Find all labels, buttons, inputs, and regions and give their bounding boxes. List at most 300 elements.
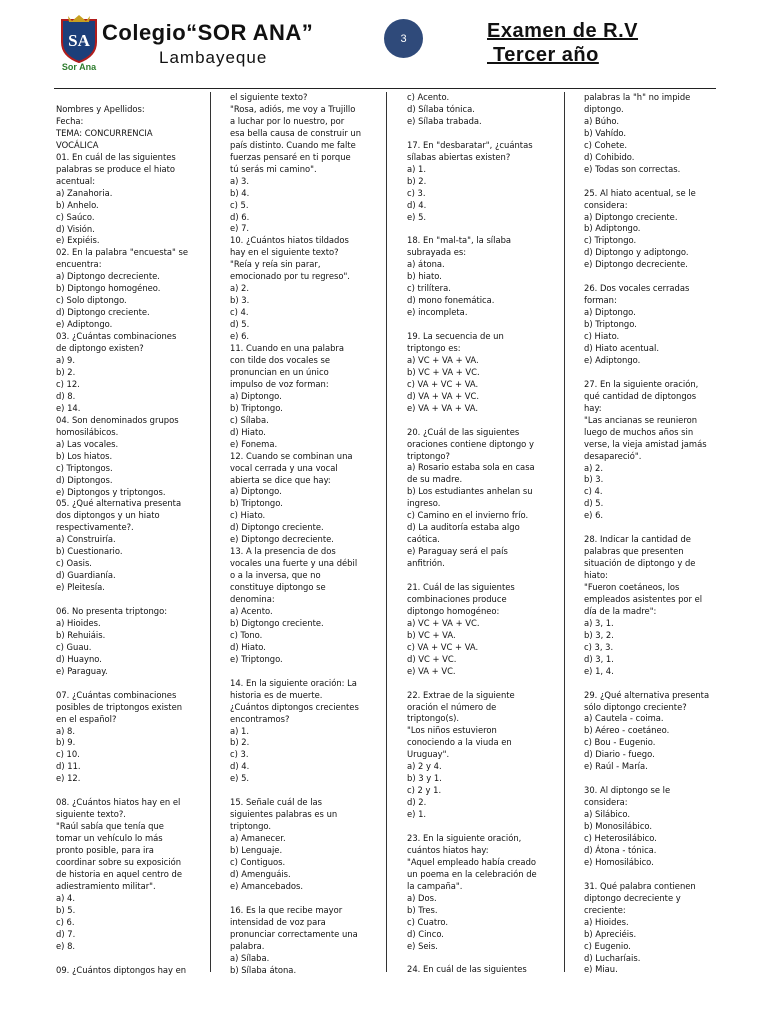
exam-line: "Reía y reía sin parar, [230, 259, 321, 270]
exam-line [584, 367, 714, 379]
exam-line: c) Acento. [407, 92, 450, 102]
exam-line: d) Diptongo creciente. [56, 307, 150, 318]
exam-line [56, 785, 186, 797]
exam-line: el siguiente texto? [230, 92, 308, 102]
exam-column-1 [56, 104, 189, 977]
exam-line: historia es de muerte. [230, 689, 323, 700]
exam-line: 14. En la siguiente oración: La [230, 677, 357, 688]
exam-line: e) 5. [230, 773, 250, 784]
exam-column-3 [407, 92, 537, 976]
exam-line: b) Triptongo. [584, 319, 637, 330]
exam-line: e) Adiptongo. [56, 319, 113, 330]
exam-line: e) Diptongos y triptongos. [56, 486, 166, 497]
exam-line: d) Diptongos. [56, 474, 113, 485]
exam-line: o a la inversa, que no [230, 570, 321, 581]
exam-line: b) Los estudiantes anhelan su [407, 486, 533, 497]
exam-line: c) 10. [56, 749, 80, 760]
exam-line: a) 2. [230, 283, 250, 294]
exam-line: e) 14. [56, 402, 81, 413]
exam-line: a) Diptongo creciente. [584, 211, 678, 222]
exam-line: e) 7. [230, 223, 250, 234]
exam-line: c) 6. [56, 916, 75, 927]
exam-line: encuentra: [56, 259, 102, 270]
exam-column-4 [584, 92, 714, 976]
exam-line: b) Adiptongo. [584, 223, 641, 234]
exam-line: a) 8. [56, 725, 76, 736]
exam-line: e) Fonema. [230, 438, 278, 449]
exam-line: c) trilítera. [407, 283, 451, 294]
exam-line: b) 2. [56, 366, 76, 377]
exam-line: hay: [584, 402, 602, 413]
exam-line [56, 678, 186, 690]
exam-line: a) Diptongo. [230, 390, 282, 401]
exam-line: b) VC + VA. [407, 629, 456, 640]
exam-line: anfitrión. [407, 558, 445, 569]
exam-line: c) 5. [230, 199, 249, 210]
exam-line: d) Diptongo creciente. [230, 522, 324, 533]
exam-line: c) Hiato. [584, 331, 620, 342]
column-divider [386, 92, 387, 972]
exam-line: de su madre. [407, 474, 463, 485]
exam-line: e) Raúl - María. [584, 761, 648, 772]
exam-line [584, 176, 714, 188]
exam-line: 17. En "desbaratar", ¿cuántas [407, 139, 533, 150]
exam-line: b) Tres. [407, 904, 438, 915]
exam-line: d) 4. [230, 761, 250, 772]
exam-line: e) 1, 4. [584, 665, 614, 676]
exam-line: c) Bou - Eugenio. [584, 737, 656, 748]
exam-line: d) La auditoría estaba algo [407, 522, 520, 533]
exam-line: d) VC + VC. [407, 653, 457, 664]
exam-line: b) Vahído. [584, 127, 627, 138]
exam-line: oraciones contiene diptongo y [407, 438, 534, 449]
exam-line: b) 3. [230, 295, 250, 306]
exam-line: d) Lucharíais. [584, 952, 641, 963]
exam-line: d) Hiato. [230, 641, 266, 652]
exam-line: VOCÁLICA [56, 139, 99, 150]
logo-caption: Sor Ana [61, 62, 97, 72]
exam-column-2 [230, 92, 360, 976]
exam-line: e) 12. [56, 773, 81, 784]
exam-line: triptongo(s). [407, 713, 460, 724]
exam-line: tú serás mi camino". [230, 163, 317, 174]
exam-line: e) Diptongo decreciente. [230, 534, 334, 545]
exam-line: 19. La secuencia de un [407, 331, 504, 342]
exam-line: "Los niños estuvieron [407, 725, 497, 736]
page-number-badge [384, 19, 423, 58]
exam-line: e) incompleta. [407, 307, 468, 318]
exam-line: Uruguay". [407, 749, 450, 760]
exam-line: c) Contiguos. [230, 856, 286, 867]
exam-line: c) Sílaba. [230, 414, 269, 425]
exam-line: a) VC + VA + VA. [407, 354, 479, 365]
exam-line: c) VA + VC + VA. [407, 378, 479, 389]
exam-line: c) 3. [407, 187, 426, 198]
exam-line: 16. Es la que recibe mayor [230, 904, 343, 915]
exam-line: 21. Cuál de las siguientes [407, 582, 515, 592]
page-number: 3 [400, 32, 407, 45]
exam-line [407, 319, 537, 331]
exam-line: a) Rosario estaba sola en casa [407, 462, 535, 473]
exam-line: e) 5. [407, 211, 427, 222]
exam-line: e) VA + VC. [407, 665, 456, 676]
exam-line: d) Átona - tónica. [584, 844, 657, 855]
exam-line: a) Diptongo. [584, 307, 636, 318]
exam-line: qué cantidad de diptongos [584, 390, 697, 401]
exam-line: "Raúl sabía que tenía que [56, 821, 164, 832]
exam-line: e) Todas son correctas. [584, 163, 681, 174]
exam-line: 24. En cuál de las siguientes [407, 964, 527, 975]
exam-line: tomar un vehículo lo más [56, 833, 163, 844]
exam-line: a) 3, 1. [584, 617, 614, 628]
exam-line: a) Acento. [230, 605, 273, 616]
exam-line: 29. ¿Qué alternativa presenta [584, 689, 710, 700]
exam-line [230, 666, 360, 678]
exam-line: vocal cerrada y una vocal [230, 462, 338, 473]
exam-line: b) 2. [407, 175, 427, 186]
exam-line: a) VC + VA + VC. [407, 617, 480, 628]
exam-line: c) Triptongos. [56, 462, 113, 473]
exam-line: hay en el siguiente texto? [230, 247, 339, 258]
exam-line: c) Guau. [56, 641, 92, 652]
exam-line: impulso de voz forman: [230, 378, 329, 389]
page-header [0, 0, 768, 95]
exam-line: c) Cuatro. [407, 916, 449, 927]
exam-line [56, 953, 186, 965]
exam-line: 25. Al hiato acentual, se le [584, 187, 696, 198]
exam-line: 06. No presenta triptongo: [56, 606, 168, 617]
exam-line: homosilábicos. [56, 426, 119, 437]
exam-line: fuerzas pensaré en ti porque [230, 151, 351, 162]
exam-line: b) Triptongo. [230, 498, 283, 509]
exam-line: c) 4. [230, 307, 249, 318]
exam-line: país distinto. Cuando me falte [230, 139, 356, 150]
exam-line: la campaña". [407, 880, 463, 891]
exam-line: conociendo a la viuda en [407, 737, 512, 748]
exam-line: d) 8. [56, 390, 76, 401]
exam-line: b) Triptongo. [230, 402, 283, 413]
column-divider [210, 92, 211, 972]
exam-line: en el español? [56, 713, 117, 724]
exam-line: triptongo? [407, 450, 450, 461]
exam-line: b) Digtongo creciente. [230, 617, 324, 628]
exam-line: c) 3, 3. [584, 641, 614, 652]
exam-line: c) 2 y 1. [407, 785, 442, 796]
exam-line: "Rosa, adiós, me voy a Trujillo [230, 103, 356, 114]
exam-line: a) 4. [56, 892, 76, 903]
exam-line: a) 1. [230, 725, 250, 736]
exam-line: b) 5. [56, 904, 76, 915]
exam-line: c) Hiato. [230, 510, 266, 521]
exam-line: a) Diptongo decreciente. [56, 271, 160, 282]
exam-line: d) 2. [407, 797, 427, 808]
exam-line: a) Búho. [584, 115, 620, 126]
exam-line: a) Diptongo. [230, 486, 282, 497]
exam-line: e) Seis. [407, 940, 438, 951]
exam-line: c) 4. [584, 486, 603, 497]
exam-line: empleados asistentes por el [584, 593, 703, 604]
exam-line: a) Construiría. [56, 534, 116, 545]
exam-line: b) 9. [56, 737, 76, 748]
exam-line: c) Eugenio. [584, 940, 631, 951]
exam-line [584, 522, 714, 534]
header-rule [54, 88, 716, 89]
exam-line: c) Solo diptongo. [56, 295, 127, 306]
exam-line: c) VA + VC + VA. [407, 641, 479, 652]
column-divider [564, 92, 565, 972]
exam-line: a) Zanahoria. [56, 187, 113, 198]
exam-line: 26. Dos vocales cerradas [584, 283, 690, 294]
exam-line: e) Expiéis. [56, 235, 100, 246]
exam-line: emocionado por tu regreso". [230, 271, 350, 282]
exam-line: b) Cuestionario. [56, 546, 123, 557]
exam-line: c) Tono. [230, 629, 263, 640]
school-logo [54, 12, 104, 74]
exam-line: a) átona. [407, 259, 445, 270]
exam-line [584, 773, 714, 785]
exam-line: e) 1. [407, 809, 427, 820]
exam-line [407, 128, 537, 140]
exam-line: 31. Qué palabra contienen [584, 880, 696, 891]
exam-line: luego de muchos años sin [584, 426, 694, 437]
exam-line [584, 869, 714, 881]
exam-line: d) Diario - fuego. [584, 749, 655, 760]
exam-line [230, 893, 360, 905]
exam-line: 18. En "mal-ta", la sílaba [407, 235, 512, 246]
exam-line [407, 953, 537, 965]
exam-line: c) Cohete. [584, 139, 628, 150]
exam-line: b) 2. [230, 737, 250, 748]
exam-line: e) Triptongo. [230, 653, 283, 664]
exam-line: 22. Extrae de la siguiente [407, 689, 515, 700]
exam-line: pronunciar correctamente una [230, 928, 358, 939]
exam-line: palabras se produce el hiato [56, 163, 176, 174]
exam-line [56, 594, 186, 606]
exam-line: e) Homosilábico. [584, 856, 654, 867]
exam-line: siguiente texto?. [56, 809, 126, 820]
exam-line: creciente: [584, 904, 626, 915]
exam-line: b) Los hiatos. [56, 450, 113, 461]
exam-subtitle: Tercer año [487, 44, 599, 66]
exam-line: respectivamente?. [56, 522, 134, 533]
exam-line: c) 3. [230, 749, 249, 760]
exam-line: 09. ¿Cuántos diptongos hay en [56, 964, 187, 975]
exam-line: palabras que presenten [584, 546, 684, 557]
exam-line: e) Pleitesía. [56, 582, 105, 593]
exam-line [407, 223, 537, 235]
exam-line: d) 3, 1. [584, 653, 614, 664]
exam-line: de diptongo existen? [56, 343, 144, 354]
exam-line: d) Sílaba tónica. [407, 103, 475, 114]
exam-line: b) hiato. [407, 271, 442, 282]
exam-line: d) VA + VA + VC. [407, 390, 480, 401]
exam-line: c) Saúco. [56, 211, 95, 222]
exam-line: situación de diptongo y de [584, 558, 696, 569]
exam-line: e) Paraguay. [56, 665, 108, 676]
exam-line: d) 6. [230, 211, 250, 222]
exam-line: encontramos? [230, 713, 290, 724]
exam-line: Nombres y Apellidos: [56, 104, 145, 114]
exam-line: abierta se dice que hay: [230, 474, 331, 485]
exam-line: 01. En cuál de las siguientes [56, 151, 176, 162]
exam-line: b) Anhelo. [56, 199, 99, 210]
exam-line: de historia en aquel centro de [56, 868, 182, 879]
exam-line: d) Hiato. [230, 426, 266, 437]
exam-line: d) Amenguáis. [230, 868, 291, 879]
exam-line: caótica. [407, 534, 440, 545]
exam-line: dos diptongos y un hiato [56, 510, 160, 521]
exam-line: b) 3 y 1. [407, 773, 442, 784]
exam-line: adiestramiento militar". [56, 880, 156, 891]
exam-line: d) 5. [584, 498, 604, 509]
exam-line: 10. ¿Cuántos hiatos tildados [230, 235, 349, 246]
exam-title: Examen de R.V [487, 20, 639, 42]
exam-line: a) Sílaba. [230, 952, 270, 963]
exam-line: d) mono fonemática. [407, 295, 495, 306]
exam-line: 12. Cuando se combinan una [230, 450, 353, 461]
exam-line: 20. ¿Cuál de las siguientes [407, 426, 520, 437]
exam-line: palabra. [230, 940, 265, 951]
exam-line: palabras la "h" no impide [584, 92, 691, 102]
exam-line: esa bella causa de construir un [230, 127, 362, 138]
exam-line: sílabas abiertas existen? [407, 151, 511, 162]
exam-line: triptongo es: [407, 342, 461, 353]
exam-line: e) 8. [56, 940, 76, 951]
exam-line [407, 821, 537, 833]
exam-line: siguientes palabras es un [230, 809, 338, 820]
exam-line: a) 2 y 4. [407, 761, 442, 772]
exam-line: desapareció". [584, 450, 642, 461]
exam-line: d) Huayno. [56, 653, 102, 664]
exam-line: c) Oasis. [56, 558, 92, 569]
exam-line: d) Cinco. [407, 928, 444, 939]
exam-line: 02. En la palabra "encuesta" se [56, 247, 189, 258]
exam-line: 15. Señale cuál de las [230, 797, 323, 808]
exam-line: a) Hioides. [56, 617, 101, 628]
exam-line: c) Camino en el invierno frío. [407, 510, 529, 521]
exam-line: pronto posible, para ira [56, 845, 154, 856]
logo-initials: SA [68, 31, 90, 50]
exam-line: d) 7. [56, 928, 76, 939]
exam-line: a) 1. [407, 163, 427, 174]
exam-line: 08. ¿Cuántos hiatos hay en el [56, 797, 181, 808]
exam-line: c) Heterosilábico. [584, 833, 657, 843]
exam-line: d) 4. [407, 199, 427, 210]
exam-line: e) VA + VA + VA. [407, 402, 479, 413]
exam-line: posibles de triptongos existen [56, 701, 183, 712]
exam-line: "Las ancianas se reunieron [584, 414, 698, 425]
exam-line: b) Sílaba átona. [230, 964, 297, 975]
exam-line: "Aquel empleado había creado [407, 856, 537, 867]
exam-line: b) 3. [584, 474, 604, 485]
exam-line: d) Visión. [56, 223, 95, 234]
exam-line: b) Aéreo - coetáneo. [584, 725, 670, 736]
exam-line: combinaciones produce [407, 593, 507, 604]
exam-line: diptongo decreciente y [584, 892, 681, 903]
exam-line: e) Paraguay será el país [407, 546, 508, 557]
exam-line: e) Sílaba trabada. [407, 115, 482, 126]
exam-line: 30. Al diptongo se le [584, 785, 671, 796]
exam-line: b) Diptongo homogéneo. [56, 283, 161, 294]
exam-line: a) Las vocales. [56, 438, 119, 449]
school-city: Lambayeque [159, 48, 268, 67]
exam-line: b) Lenguaje. [230, 845, 283, 856]
exam-line: un poema en la celebración de [407, 868, 537, 879]
exam-line: c) Triptongo. [584, 235, 637, 246]
exam-line: acentual: [56, 175, 96, 186]
exam-line: b) Monosilábico. [584, 821, 653, 832]
exam-line: a) 9. [56, 355, 76, 366]
exam-line: triptongo. [230, 821, 272, 832]
exam-line: a) Amanecer. [230, 833, 286, 844]
exam-line: cuántos hiatos hay: [407, 844, 489, 855]
exam-line: c) 12. [56, 378, 80, 389]
exam-line: e) 6. [230, 331, 250, 342]
exam-line: sólo diptongo creciente? [584, 701, 687, 712]
exam-line: d) 5. [230, 319, 250, 330]
exam-line: 07. ¿Cuántas combinaciones [56, 689, 177, 700]
exam-line: e) Amancebados. [230, 880, 304, 891]
exam-line: diptongo homogéneo: [407, 605, 500, 616]
exam-line [407, 678, 537, 690]
exam-line: 05. ¿Qué alternativa presenta [56, 498, 182, 509]
exam-line: hiato: [584, 570, 608, 581]
exam-line: d) 11. [56, 761, 81, 772]
exam-line [230, 785, 360, 797]
exam-line: b) Apreciéis. [584, 928, 637, 939]
exam-line: a) 2. [584, 462, 604, 473]
exam-line: con tilde dos vocales se [230, 354, 331, 365]
exam-line [584, 271, 714, 283]
exam-line: a) Cautela - coima. [584, 713, 664, 724]
exam-line: considera: [584, 797, 628, 808]
exam-line: 04. Son denominados grupos [56, 414, 179, 425]
exam-line: coordinar sobre su exposición [56, 857, 182, 867]
exam-line: considera: [584, 199, 628, 210]
exam-line: e) Diptongo decreciente. [584, 259, 688, 270]
exam-line: Fecha: [56, 115, 84, 126]
exam-line: b) VC + VA + VC. [407, 366, 480, 377]
exam-line: oración el número de [407, 701, 497, 712]
exam-line: ¿Cuántos diptongos crecientes [230, 701, 359, 712]
exam-line: d) Cohibido. [584, 151, 635, 162]
exam-line: 23. En la siguiente oración, [407, 832, 522, 843]
exam-line: forman: [584, 295, 617, 306]
exam-line: a luchar por lo nuestro, por [230, 115, 345, 126]
school-name: Colegio“SOR ANA” [102, 20, 314, 45]
exam-line: d) Hiato acentual. [584, 342, 659, 353]
exam-line: 13. A la presencia de dos [230, 546, 336, 557]
exam-line: intensidad de voz para [230, 916, 326, 927]
exam-line: verse, la vieja amistad jamás [584, 438, 707, 449]
exam-line: a) Dos. [407, 892, 437, 903]
exam-line [584, 678, 714, 690]
exam-line: a) 3. [230, 175, 250, 186]
exam-line: ingreso. [407, 498, 441, 509]
exam-line: diptongo. [584, 103, 624, 114]
exam-line: 11. Cuando en una palabra [230, 343, 345, 354]
exam-line: e) Adiptongo. [584, 354, 641, 365]
exam-line: d) Diptongo y adiptongo. [584, 247, 689, 258]
exam-line: constituye diptongo se [230, 582, 326, 593]
exam-line: "Fueron coetáneos, los [584, 582, 680, 593]
exam-line: e) 6. [584, 510, 604, 521]
exam-line: b) Rehuiáis. [56, 629, 106, 640]
exam-line: a) Silábico. [584, 809, 631, 820]
exam-line: a) Hioides. [584, 916, 629, 927]
exam-line: 28. Indicar la cantidad de [584, 534, 691, 545]
exam-line: d) Guardianía. [56, 570, 116, 581]
